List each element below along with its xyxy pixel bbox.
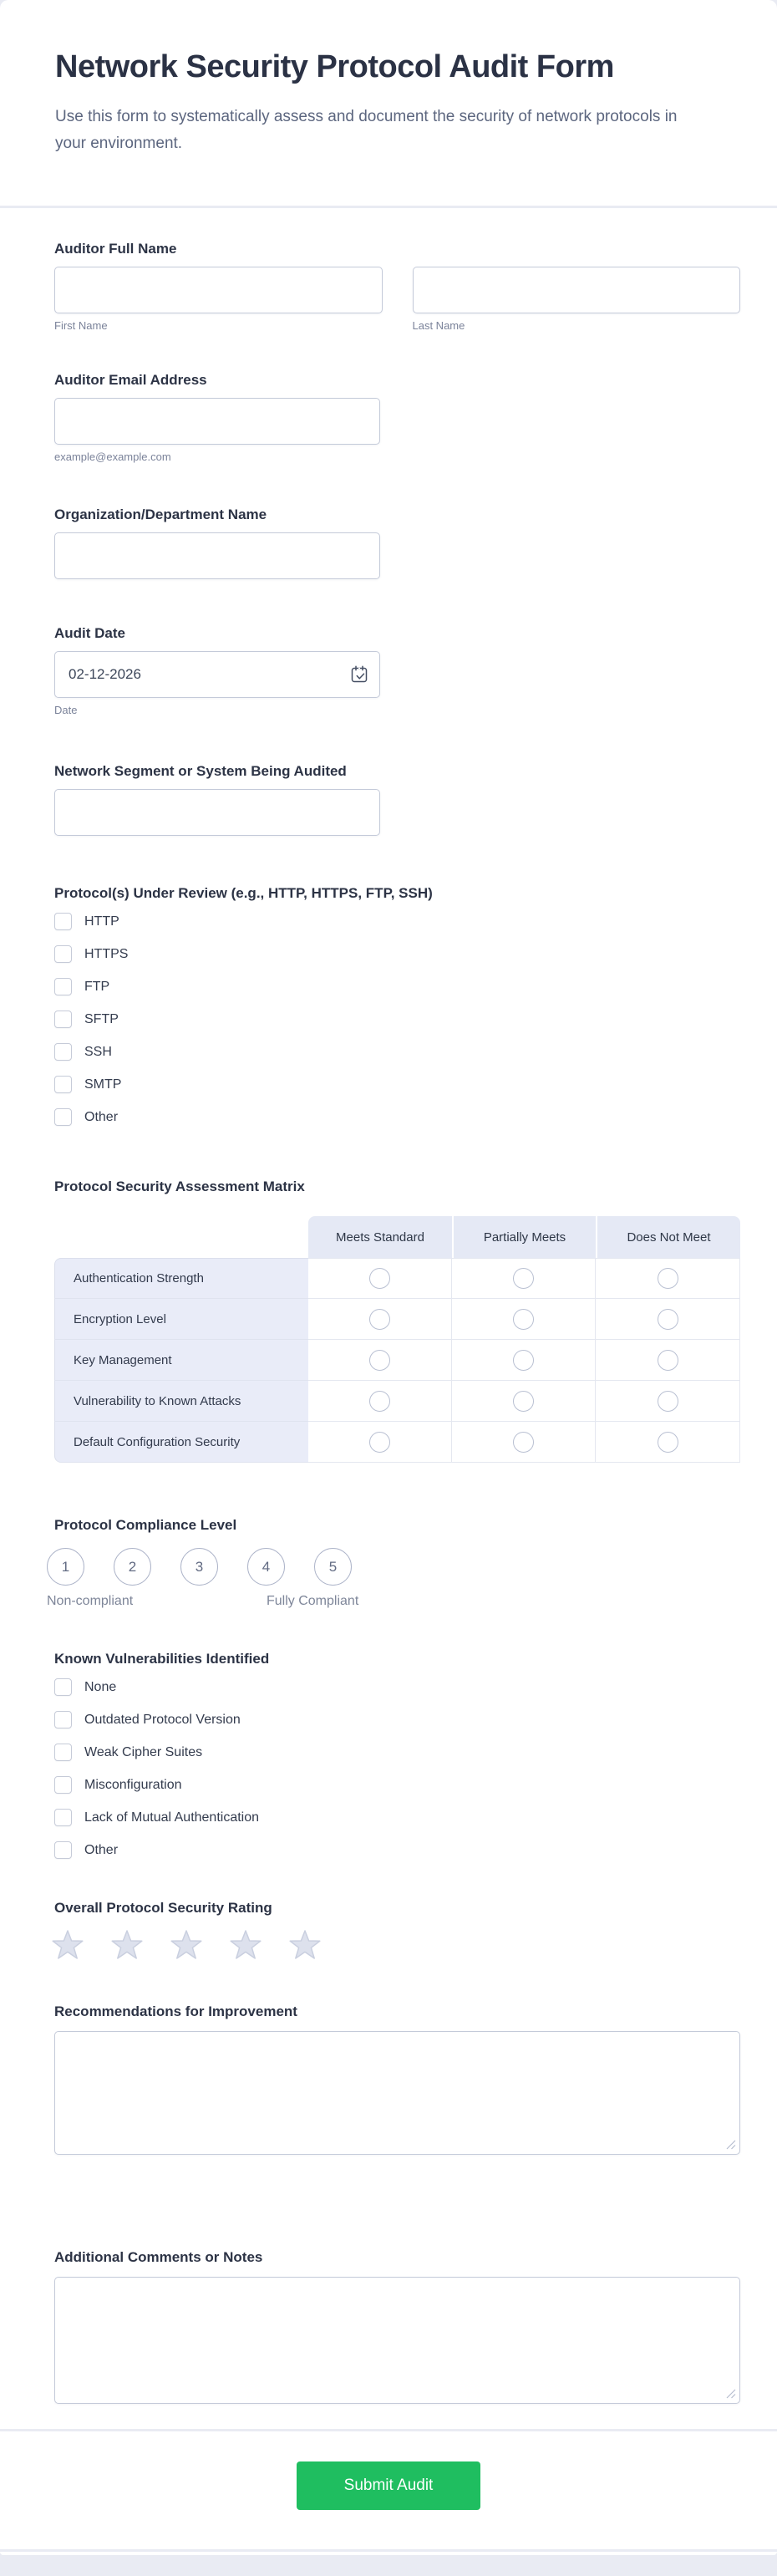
full-name-label: Auditor Full Name	[54, 241, 177, 257]
checkbox-label: Other	[84, 1843, 119, 1857]
protocol-option-http[interactable]	[54, 913, 119, 930]
radio-key-partial[interactable]	[513, 1350, 534, 1371]
compliance-scale	[47, 1548, 740, 1586]
checkbox-label: Weak Cipher Suites	[84, 1745, 203, 1759]
checkbox-ftp[interactable]	[54, 978, 72, 995]
page-subtitle: Use this form to systematically assess and document the security of network protocols in your environment.	[55, 108, 678, 152]
checkbox-label: Misconfiguration	[84, 1778, 182, 1792]
radio-auth-partial[interactable]	[513, 1268, 534, 1289]
matrix-column-header: Meets Standard	[308, 1216, 452, 1258]
protocol-option-ftp[interactable]	[54, 978, 109, 995]
form-body-card	[0, 208, 777, 2429]
matrix-row-label: Encryption Level	[54, 1299, 308, 1340]
checkbox-vuln-other[interactable]	[54, 1841, 72, 1859]
first-name-group	[54, 267, 383, 333]
matrix-cell	[308, 1299, 452, 1340]
radio-vuln-notmeet[interactable]	[658, 1391, 678, 1412]
matrix-cell	[308, 1381, 452, 1422]
matrix-cell	[308, 1340, 452, 1381]
checkbox-http[interactable]	[54, 913, 72, 930]
protocol-option-sftp[interactable]	[54, 1011, 119, 1028]
star-icon[interactable]	[110, 1929, 144, 1961]
resize-handle-icon[interactable]	[726, 2140, 736, 2150]
matrix-cell	[452, 1340, 596, 1381]
comments-textarea[interactable]	[54, 2277, 740, 2404]
question-compliance	[47, 1516, 740, 1610]
checkbox-label: Lack of Mutual Authentication	[84, 1810, 260, 1825]
first-name-input[interactable]	[54, 267, 383, 313]
comments-group	[54, 2277, 740, 2404]
radio-encryption-partial[interactable]	[513, 1309, 534, 1330]
checkbox-protocol-other[interactable]	[54, 1108, 72, 1126]
network-segment-input[interactable]	[54, 789, 380, 836]
star-rating	[51, 1929, 740, 1961]
vulnerabilities-label: Known Vulnerabilities Identified	[54, 1651, 270, 1667]
checkbox-https[interactable]	[54, 945, 72, 963]
audit-date-sublabel: Date	[54, 704, 78, 716]
checkbox-ssh[interactable]	[54, 1043, 72, 1061]
last-name-input[interactable]	[413, 267, 741, 313]
checkbox-misconfiguration[interactable]	[54, 1776, 72, 1794]
checkbox-label: Other	[84, 1110, 119, 1124]
matrix-cell	[596, 1258, 740, 1299]
vulnerability-option-misconfiguration[interactable]	[54, 1776, 182, 1794]
question-matrix	[54, 1178, 740, 1463]
question-comments	[54, 2248, 740, 2404]
checkbox-sftp[interactable]	[54, 1011, 72, 1028]
protocol-option-other[interactable]	[54, 1108, 118, 1126]
checkbox-smtp[interactable]	[54, 1076, 72, 1093]
question-protocols	[54, 884, 740, 1126]
vulnerability-option-weak-ciphers[interactable]	[54, 1744, 202, 1761]
recommendations-group	[54, 2031, 740, 2155]
compliance-scale-labels	[47, 1594, 740, 1610]
star-icon[interactable]	[229, 1929, 262, 1961]
network-segment-label: Network Segment or System Being Audited	[54, 763, 347, 779]
protocol-option-ssh[interactable]	[54, 1043, 112, 1061]
form-footer-card	[0, 2431, 777, 2549]
question-recommendations	[54, 2003, 740, 2155]
vulnerability-option-none[interactable]	[54, 1678, 116, 1696]
matrix-cell	[452, 1381, 596, 1422]
question-audit-date	[54, 624, 740, 717]
matrix-cell	[596, 1299, 740, 1340]
organization-input[interactable]	[54, 532, 380, 579]
checkbox-label: None	[84, 1680, 117, 1694]
vulnerability-option-other[interactable]	[54, 1841, 118, 1859]
checkbox-label: SFTP	[84, 1012, 119, 1026]
audit-date-input[interactable]	[54, 651, 380, 698]
checkbox-none[interactable]	[54, 1678, 72, 1696]
matrix-row-label: Key Management	[54, 1340, 308, 1381]
recommendations-label: Recommendations for Improvement	[54, 2003, 297, 2019]
scale-option-1[interactable]: 1	[47, 1548, 84, 1586]
matrix-cell	[308, 1422, 452, 1463]
last-name-sublabel: Last Name	[412, 319, 465, 332]
matrix-row-label: Default Configuration Security	[54, 1422, 308, 1463]
checkbox-outdated[interactable]	[54, 1711, 72, 1728]
radio-default-meets[interactable]	[369, 1432, 390, 1453]
first-name-sublabel: First Name	[54, 319, 108, 332]
matrix-cell	[452, 1299, 596, 1340]
matrix-cell	[596, 1381, 740, 1422]
page-bottom-edge	[0, 2552, 777, 2555]
matrix-label: Protocol Security Assessment Matrix	[54, 1179, 305, 1194]
scale-option-5[interactable]: 5	[314, 1548, 352, 1586]
recommendations-textarea[interactable]	[54, 2031, 740, 2155]
email-label: Auditor Email Address	[54, 372, 207, 388]
checkbox-weak-ciphers[interactable]	[54, 1744, 72, 1761]
radio-vuln-partial[interactable]	[513, 1391, 534, 1412]
compliance-label: Protocol Compliance Level	[54, 1517, 237, 1533]
checkbox-label: SMTP	[84, 1077, 122, 1092]
form-header-card	[0, 0, 777, 206]
radio-key-notmeet[interactable]	[658, 1350, 678, 1371]
email-input[interactable]	[54, 398, 380, 445]
question-organization	[54, 506, 740, 579]
last-name-group	[413, 267, 741, 333]
radio-vuln-meets[interactable]	[369, 1391, 390, 1412]
protocol-option-https[interactable]	[54, 945, 128, 963]
resize-handle-icon[interactable]	[726, 2389, 736, 2399]
checkbox-label: HTTPS	[84, 947, 129, 961]
vulnerability-option-outdated[interactable]	[54, 1711, 241, 1728]
matrix-column-header: Partially Meets	[452, 1216, 596, 1258]
scale-option-3[interactable]: 3	[180, 1548, 218, 1586]
radio-encryption-meets[interactable]	[369, 1309, 390, 1330]
star-icon[interactable]	[170, 1929, 203, 1961]
star-icon[interactable]	[51, 1929, 84, 1961]
question-email	[54, 371, 740, 464]
checkbox-mutual-auth[interactable]	[54, 1809, 72, 1826]
protocol-option-smtp[interactable]	[54, 1076, 121, 1093]
assessment-matrix-table	[54, 1216, 740, 1463]
matrix-row-label: Vulnerability to Known Attacks	[54, 1381, 308, 1422]
checkbox-label: SSH	[84, 1045, 112, 1059]
page-title: Network Security Protocol Audit Form	[55, 49, 614, 84]
matrix-cell	[308, 1258, 452, 1299]
scale-max-label: Fully Compliant	[267, 1594, 359, 1608]
submit-button[interactable]: Submit Audit	[297, 2461, 480, 2510]
checkbox-label: Outdated Protocol Version	[84, 1713, 241, 1727]
email-sublabel: example@example.com	[54, 451, 171, 463]
radio-auth-notmeet[interactable]	[658, 1268, 678, 1289]
matrix-cell	[596, 1340, 740, 1381]
radio-key-meets[interactable]	[369, 1350, 390, 1371]
radio-encryption-notmeet[interactable]	[658, 1309, 678, 1330]
rating-label: Overall Protocol Security Rating	[54, 1900, 272, 1916]
checkbox-label: HTTP	[84, 914, 119, 929]
matrix-column-header: Does Not Meet	[596, 1216, 740, 1258]
vulnerability-option-mutual-auth[interactable]	[54, 1809, 259, 1826]
scale-option-4[interactable]: 4	[247, 1548, 285, 1586]
matrix-cell	[596, 1422, 740, 1463]
full-name-inputs	[54, 267, 740, 333]
organization-label: Organization/Department Name	[54, 507, 267, 522]
protocols-label: Protocol(s) Under Review (e.g., HTTP, HTTPS, FTP, SSH)	[54, 885, 433, 901]
matrix-cell	[452, 1258, 596, 1299]
question-vulnerabilities	[54, 1650, 740, 1859]
radio-auth-meets[interactable]	[369, 1268, 390, 1289]
matrix-corner-cell	[54, 1216, 308, 1258]
question-full-name	[54, 240, 740, 333]
comments-label: Additional Comments or Notes	[54, 2249, 263, 2265]
audit-date-group	[54, 651, 380, 698]
radio-default-notmeet[interactable]	[658, 1432, 678, 1453]
matrix-row-label: Authentication Strength	[54, 1258, 308, 1299]
matrix-cell	[452, 1422, 596, 1463]
scale-min-label: Non-compliant	[47, 1594, 134, 1608]
star-icon[interactable]	[288, 1929, 322, 1961]
scale-option-2[interactable]: 2	[114, 1548, 151, 1586]
audit-date-label: Audit Date	[54, 625, 125, 641]
calendar-icon[interactable]	[349, 664, 369, 685]
question-network-segment	[54, 762, 740, 836]
checkbox-label: FTP	[84, 980, 110, 994]
question-rating	[54, 1899, 740, 1961]
radio-default-partial[interactable]	[513, 1432, 534, 1453]
